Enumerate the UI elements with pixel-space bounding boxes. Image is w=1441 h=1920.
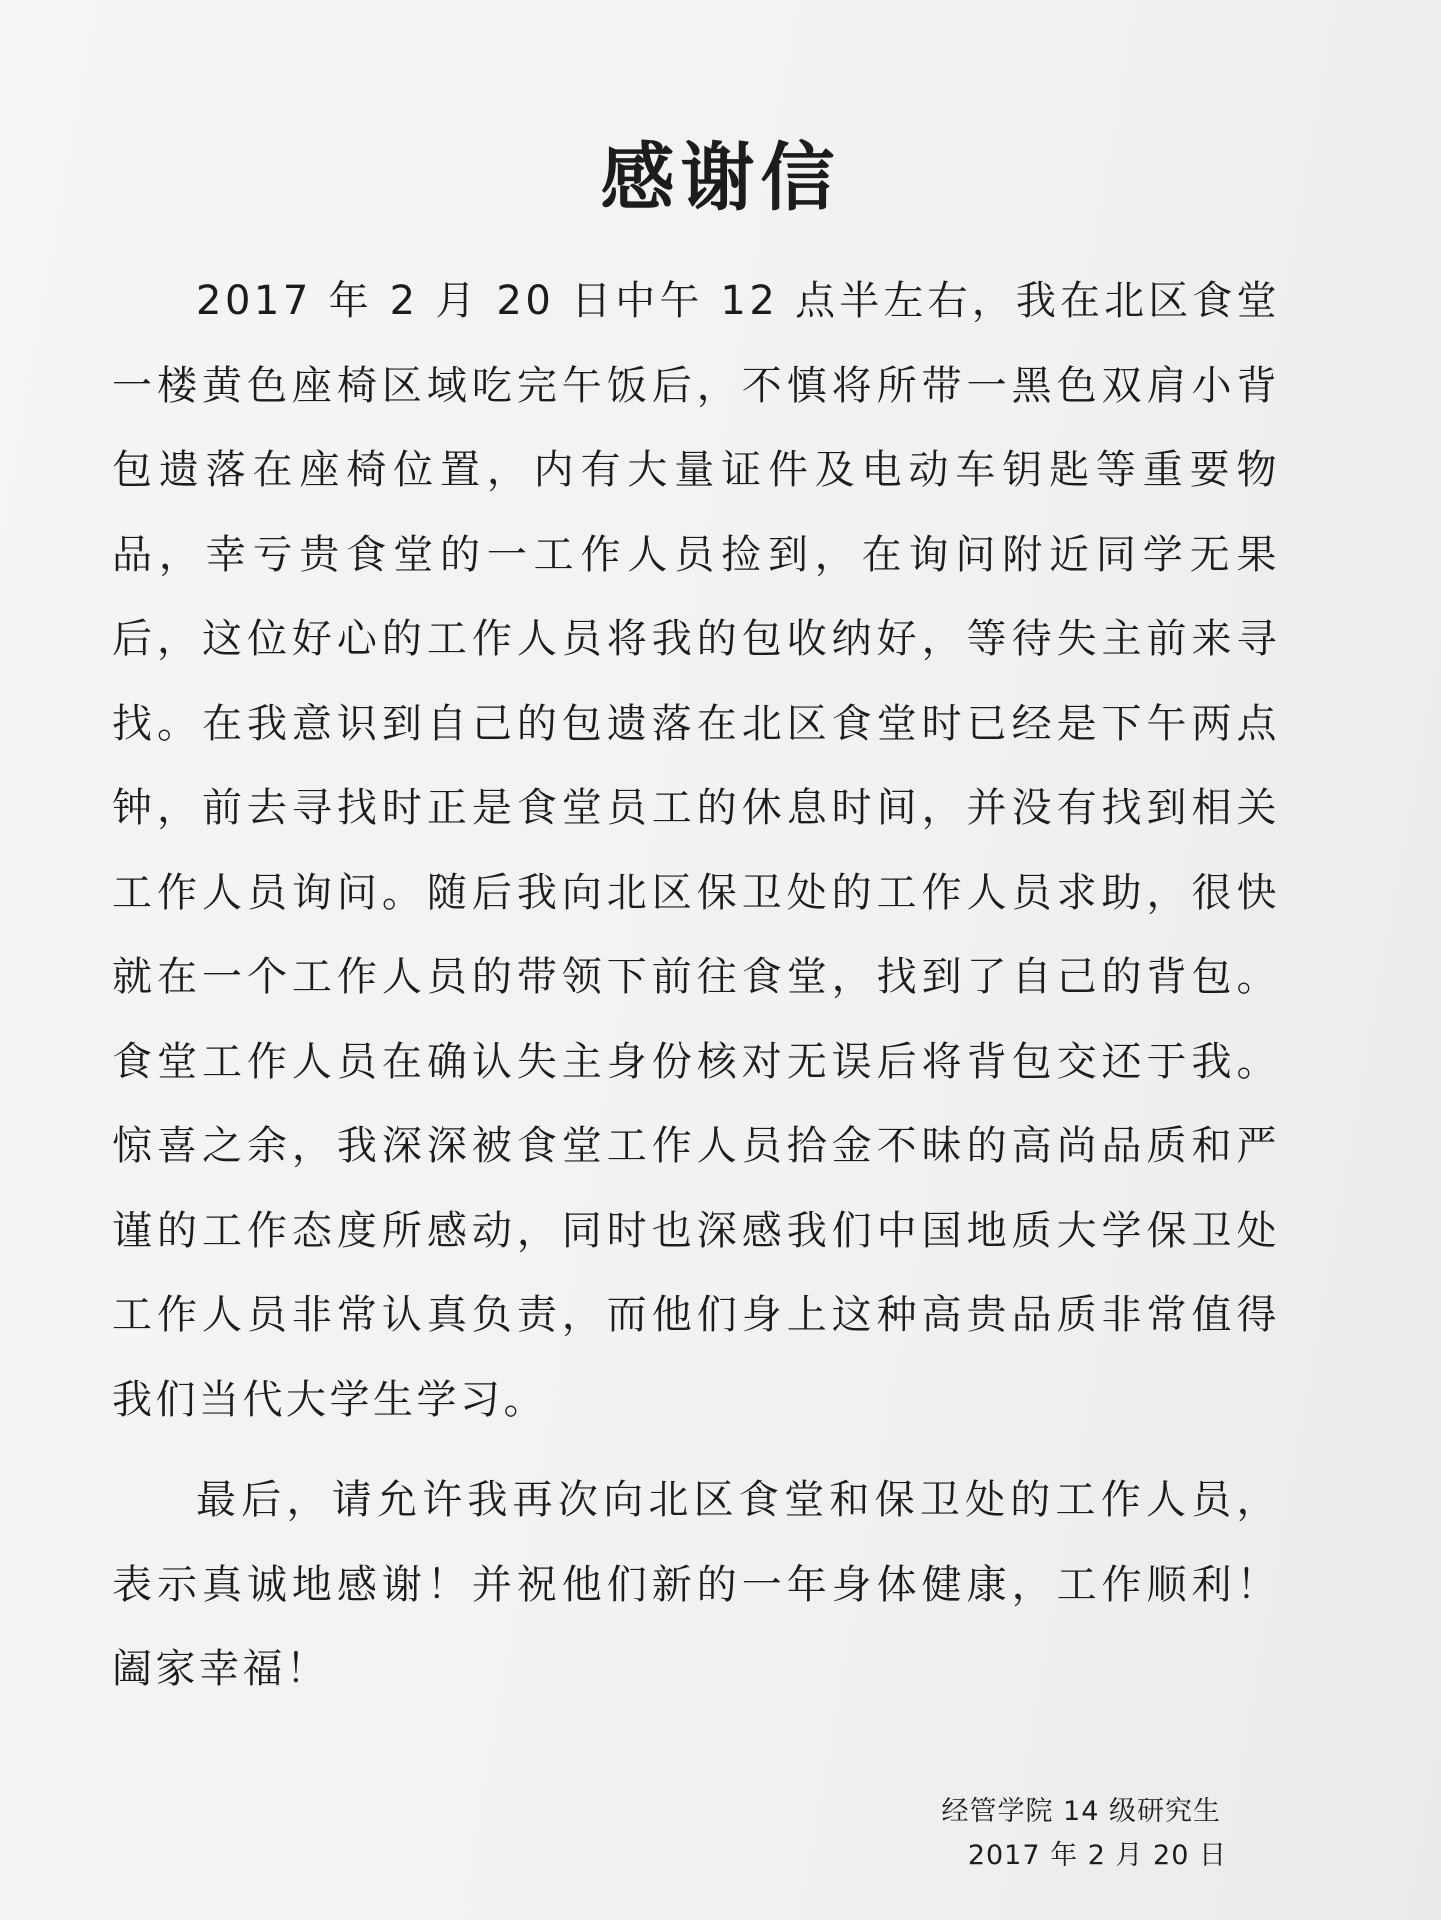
letter-paragraph-1: 2017 年 2 月 20 日中午 12 点半左右，我在北区食堂一楼黄色座椅区域吃完午饭后，不慎将所带一黑色双肩小背包遗落在座椅位置，内有大量证件及电动车钥匙等重要物品，幸亏贵食堂的一工作人员捡到，在询问附近同学无果后，这位好心的工作人员将我的包收纳好，等待失主前来寻找。在我意识到自己的包遗落在北区食堂时已经是下午两点钟，前去寻找时正是食堂员工的休息时间，并没有找到相关工作人员询问。随后我向北区保卫处的工作人员求助，很快就在一个工作人员的带领下前往食堂，找到了自己的背包。食堂工作人员在确认失主身份核对无误后将背包交还于我。惊喜之余，我深深被食堂工作人员拾金不昧的高尚品质和严谨的工作态度所感动，同时也深感我们中国地质大学保卫处工作人员非常认真负责，而他们身上这种高贵品质非常值得我们当代大学生学习。 — [112, 278, 1280, 1423]
signature-date: 2017 年 2 月 20 日 — [967, 1840, 1227, 1871]
signature-block — [941, 1790, 1227, 1878]
letter-title: 感谢信 — [600, 135, 841, 221]
signature-author: 经管学院 14 级研究生 — [941, 1796, 1221, 1827]
letter-body — [112, 259, 1280, 1712]
letter-paragraph-2: 最后，请允许我再次向北区食堂和保卫处的工作人员，表示真诚地感谢！并祝他们新的一年身体健康，工作顺利！阖家幸福！ — [112, 1477, 1280, 1692]
